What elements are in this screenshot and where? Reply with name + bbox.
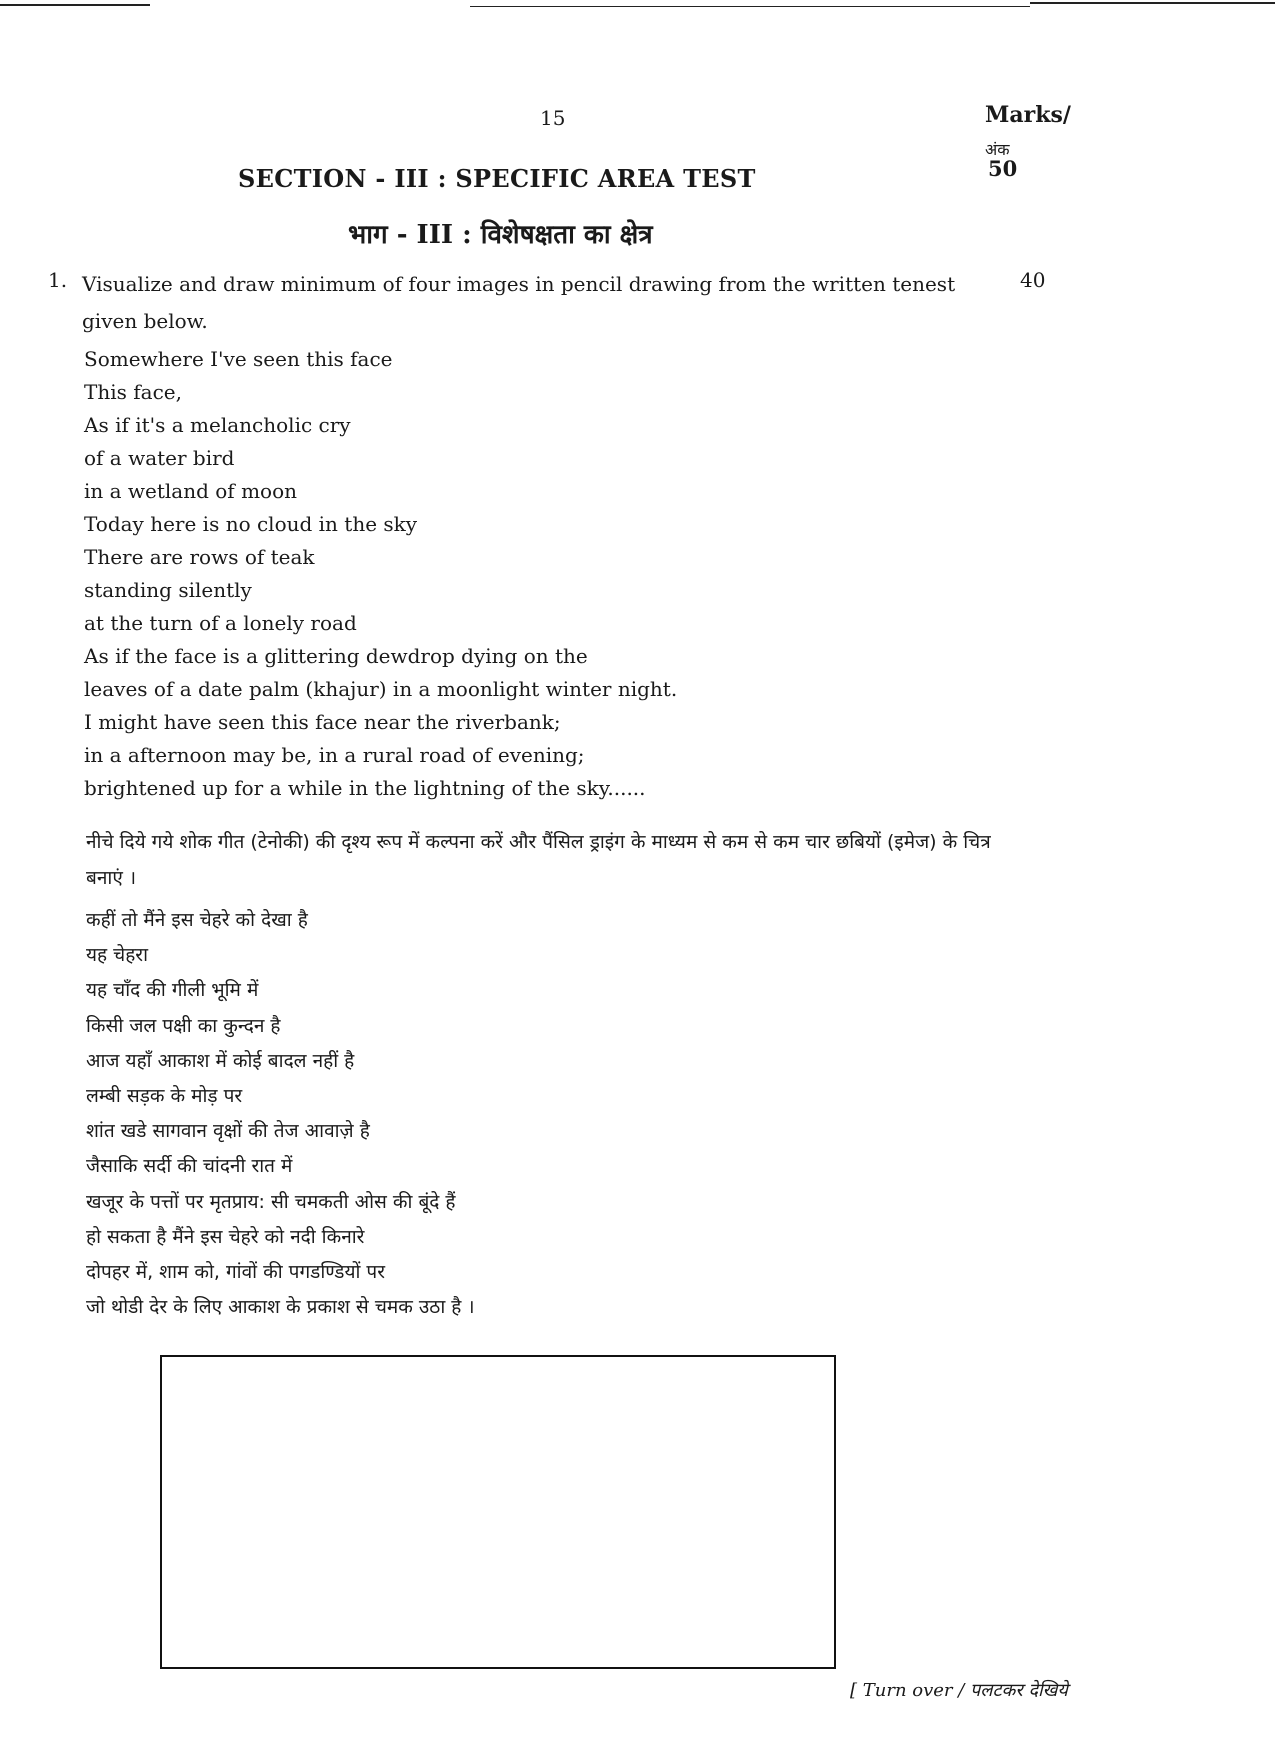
- poem-hindi-line: कहीं तो मैंने इस चेहरे को देखा है: [86, 909, 308, 931]
- poem-line: in a afternoon may be, in a rural road of evening;: [84, 743, 585, 767]
- poem-line: Somewhere I've seen this face: [84, 347, 393, 371]
- marks-label-hindi: अंक: [985, 140, 1010, 159]
- poem-line: standing silently: [84, 578, 252, 602]
- poem-english: [84, 343, 677, 805]
- poem-hindi-line: यह चाँद की गीली भूमि में: [86, 979, 259, 1002]
- poem-hindi-line: शांत खडे सागवान वृक्षों की तेज आवाज़े है: [86, 1120, 370, 1143]
- poem-line: leaves of a date palm (khajur) in a moonlight winter night.: [84, 677, 678, 701]
- drawing-answer-box[interactable]: [160, 1355, 836, 1669]
- poem-line: of a water bird: [84, 446, 235, 470]
- poem-hindi-line: किसी जल पक्षी का कुन्दन है: [86, 1014, 281, 1037]
- section-title-hindi: भाग - III : विशेषक्षता का क्षेत्र: [348, 220, 653, 250]
- poem-line: As if the face is a glittering dewdrop dying on the: [84, 644, 588, 668]
- poem-hindi-line: जो थोडी देर के लिए आकाश के प्रकाश से चमक उठा है ।: [86, 1296, 475, 1319]
- marks-label: Marks/: [985, 102, 1071, 128]
- poem-hindi-line: जैसाकि सर्दी की चांदनी रात में: [86, 1155, 293, 1178]
- poem-line: at the turn of a lonely road: [84, 611, 357, 635]
- poem-line: There are rows of teak: [84, 545, 315, 569]
- question-instruction: Visualize and draw minimum of four images in pencil drawing from the written tenest given below.: [82, 272, 956, 333]
- top-rule-right: [1030, 2, 1275, 4]
- poem-line: Today here is no cloud in the sky: [84, 512, 418, 536]
- poem-hindi: [86, 903, 475, 1325]
- poem-line: As if it's a melancholic cry: [84, 413, 351, 437]
- poem-hindi-line: दोपहर में, शाम को, गांवों की पगडण्डियों पर: [86, 1260, 385, 1283]
- question-number: 1.: [48, 268, 68, 292]
- turn-over-note: [ Turn over / पलटकर देखिये: [850, 1680, 1068, 1701]
- page-number: 15: [540, 106, 566, 130]
- poem-hindi-line: यह चेहरा: [86, 944, 148, 967]
- poem-line: This face,: [84, 380, 182, 404]
- top-rule-middle: [470, 6, 1030, 7]
- top-rule-left: [0, 4, 150, 6]
- poem-hindi-line: हो सकता है मैंने इस चेहरे को नदी किनारे: [86, 1225, 365, 1248]
- poem-line: I might have seen this face near the riverbank;: [84, 710, 561, 734]
- question-instruction-hindi: नीचे दिये गये शोक गीत (टेनोकी) की दृश्य रूप में कल्पना करें और पैंसिल ड्राइंग के माध्यम से कम से कम चार छबियों (इमेज) के चित्र बनाएं ।: [86, 831, 991, 889]
- poem-hindi-line: आज यहाँ आकाश में कोई बादल नहीं है: [86, 1049, 355, 1072]
- poem-hindi-line: खजूर के पत्तों पर मृतप्राय: सी चमकती ओस की बूंदे हैं: [86, 1190, 456, 1213]
- poem-line: in a wetland of moon: [84, 479, 297, 503]
- marks-total: 50: [988, 156, 1018, 181]
- question-marks: 40: [1020, 268, 1046, 292]
- poem-hindi-line: लम्बी सड़क के मोड़ पर: [86, 1084, 243, 1107]
- section-title: SECTION - III : SPECIFIC AREA TEST: [238, 164, 756, 193]
- poem-line: brightened up for a while in the lightning of the sky......: [84, 776, 646, 800]
